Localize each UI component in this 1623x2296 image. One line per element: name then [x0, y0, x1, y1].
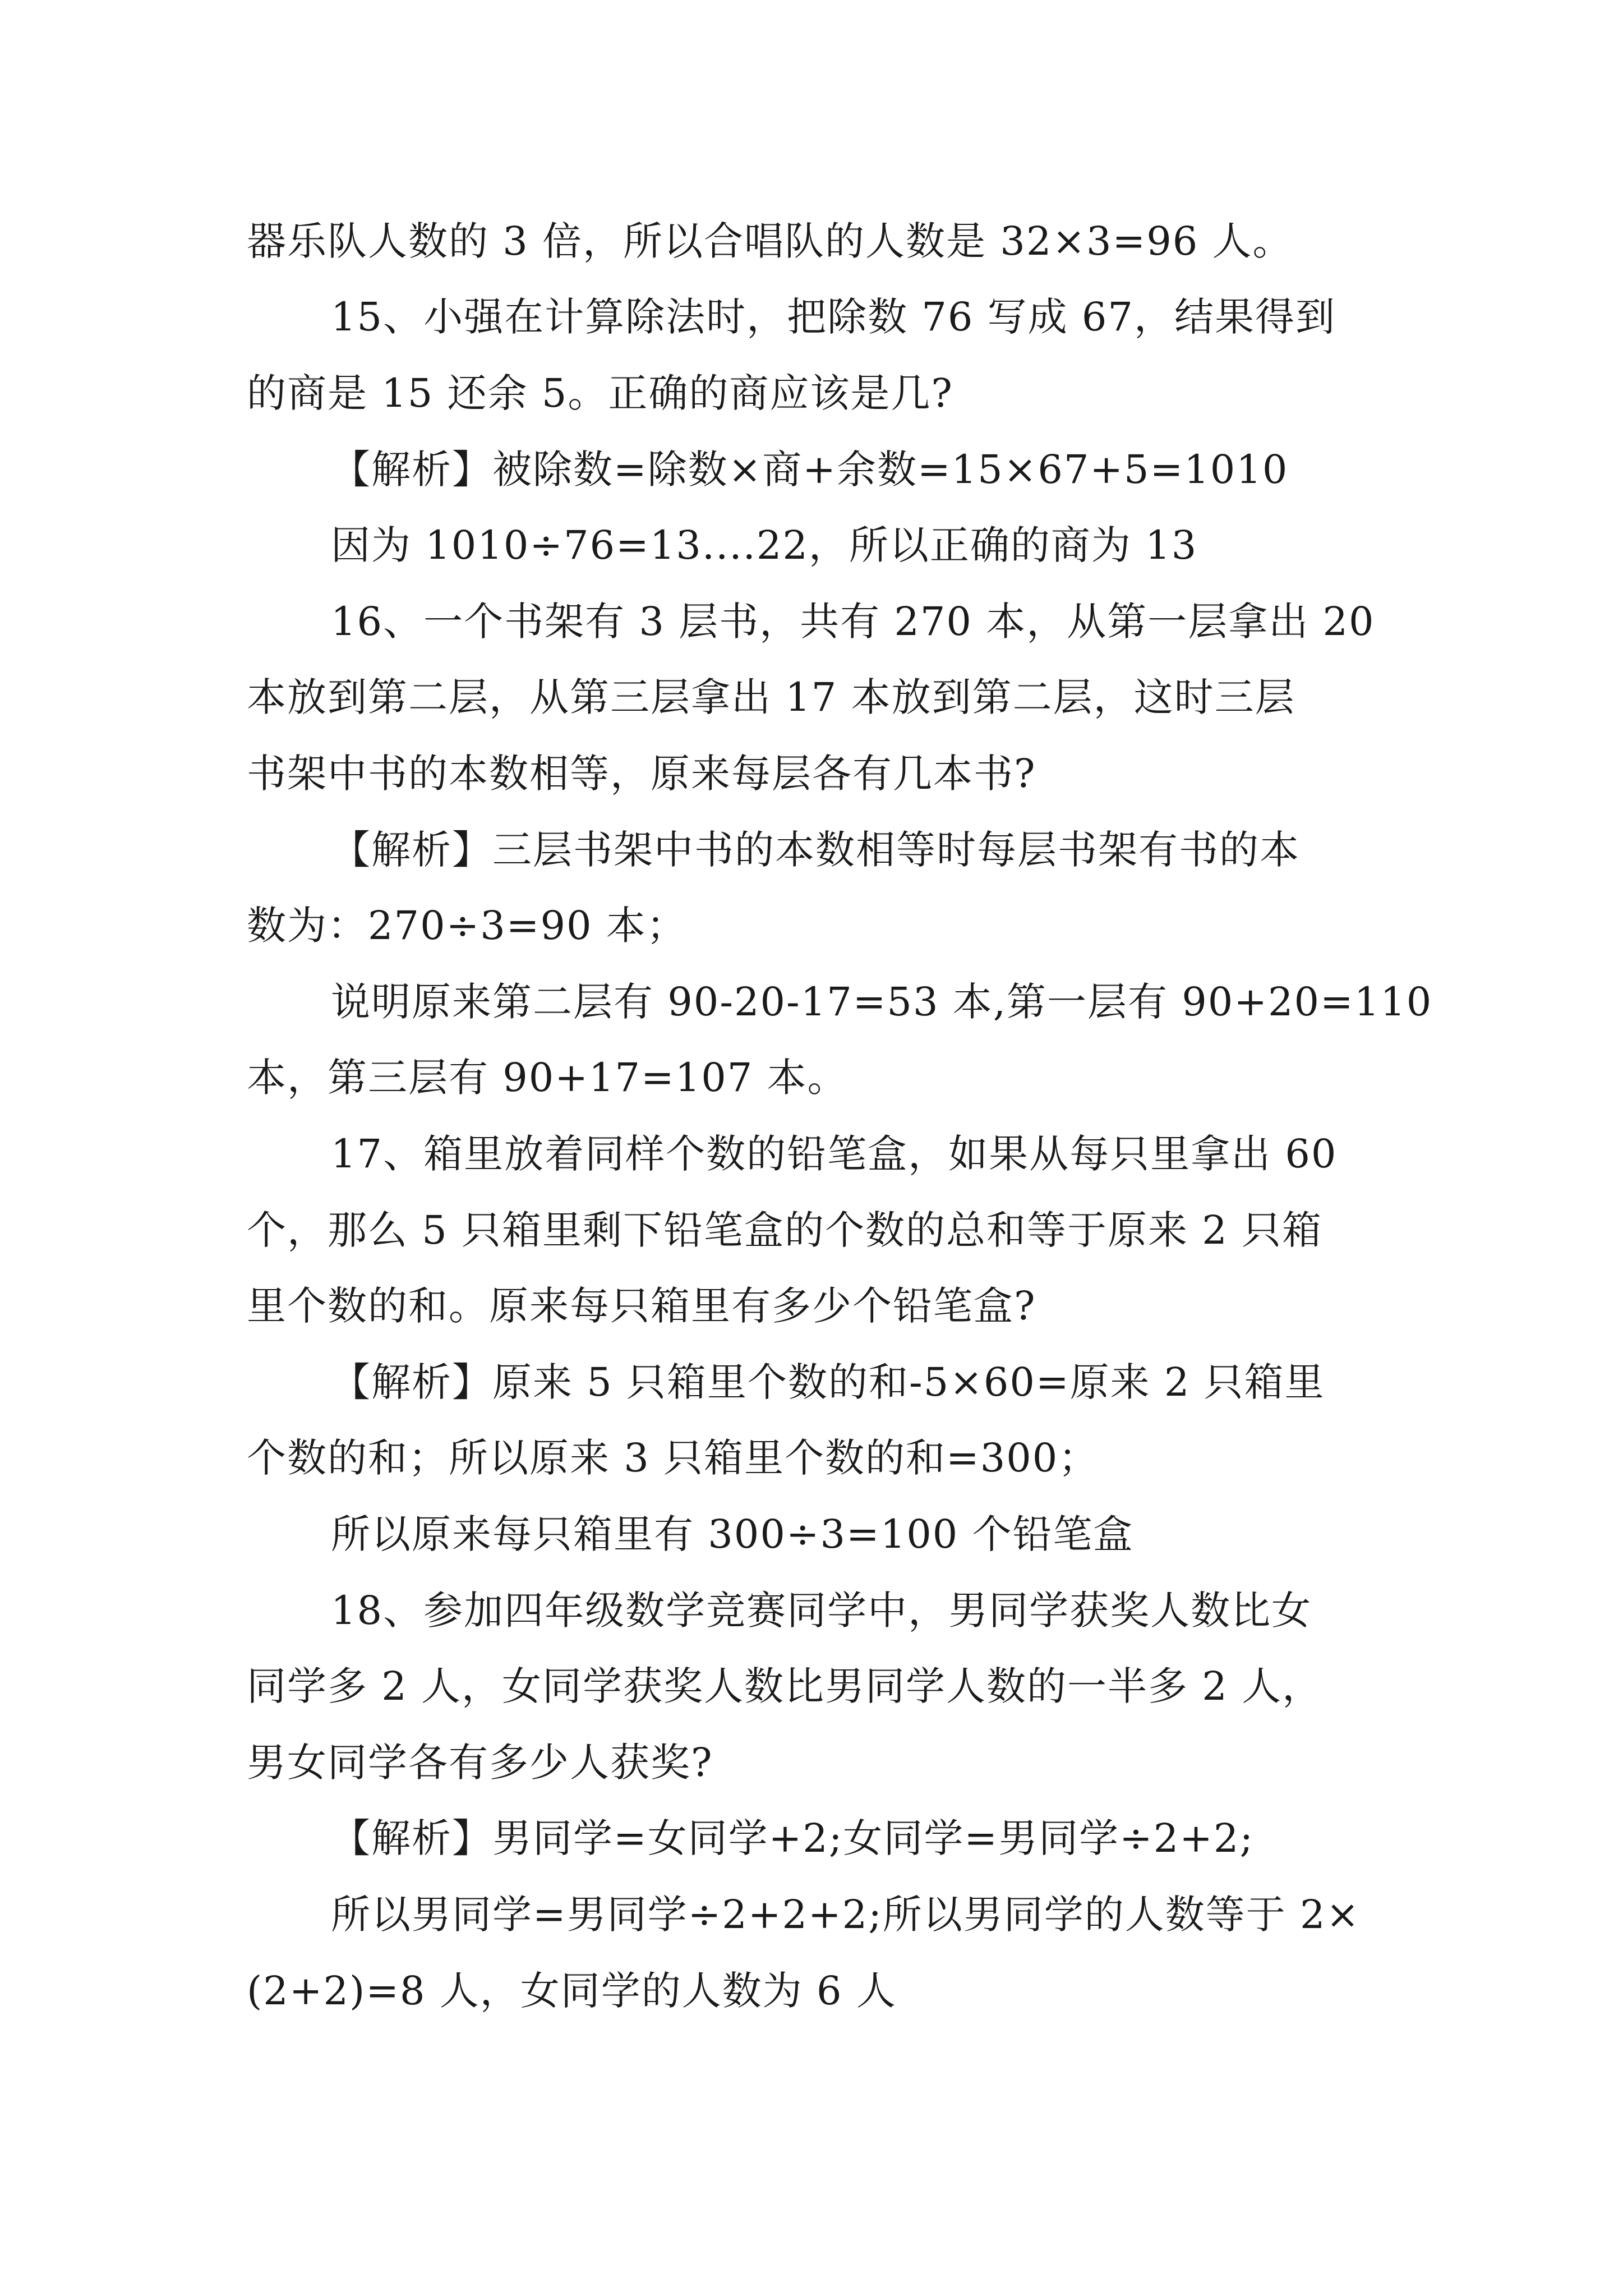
text-line: 的商是 15 还余 5。正确的商应该是几? [247, 370, 953, 416]
text-line: (2+2)=8 人，女同学的人数为 6 人 [247, 1968, 897, 2014]
text-line: 本放到第二层，从第三层拿出 17 本放到第二层，这时三层 [247, 674, 1295, 720]
text-line: 个，那么 5 只箱里剩下铅笔盒的个数的总和等于原来 2 只箱 [247, 1207, 1323, 1253]
analysis-line: 【解析】被除数=除数×商+余数=15×67+5=1010 [331, 447, 1289, 493]
analysis-line: 【解析】男同学=女同学+2;女同学=男同学÷2+2; [331, 1815, 1255, 1861]
text-line: 男女同学各有多少人获奖? [247, 1740, 713, 1786]
analysis-line: 【解析】原来 5 只箱里个数的和-5×60=原来 2 只箱里 [331, 1359, 1325, 1405]
text-line: 器乐队人数的 3 倍，所以合唱队的人数是 32×3=96 人。 [247, 218, 1293, 264]
analysis-line: 【解析】三层书架中书的本数相等时每层书架有书的本 [331, 827, 1300, 873]
text-line: 本，第三层有 90+17=107 本。 [247, 1055, 848, 1101]
question-17-line: 17、箱里放着同样个数的铅笔盒，如果从每只里拿出 60 [331, 1131, 1338, 1177]
text-line: 所以男同学=男同学÷2+2+2;所以男同学的人数等于 2× [331, 1892, 1361, 1938]
question-18-line: 18、参加四年级数学竞赛同学中，男同学获奖人数比女 [331, 1588, 1312, 1634]
text-line: 书架中书的本数相等，原来每层各有几本书? [247, 751, 1036, 797]
text-line: 说明原来第二层有 90-20-17=53 本,第一层有 90+20=110 [331, 979, 1433, 1025]
question-16-line: 16、一个书架有 3 层书，共有 270 本，从第一层拿出 20 [331, 599, 1375, 645]
text-line: 所以原来每只箱里有 300÷3=100 个铅笔盒 [331, 1511, 1134, 1557]
text-line: 里个数的和。原来每只箱里有多少个铅笔盒? [247, 1283, 1036, 1329]
text-line: 因为 1010÷76=13....22，所以正确的商为 13 [331, 522, 1198, 568]
text-line: 同学多 2 人，女同学获奖人数比男同学人数的一半多 2 人， [247, 1663, 1323, 1709]
text-line: 数为：270÷3=90 本； [247, 903, 687, 949]
question-15-line: 15、小强在计算除法时，把除数 76 写成 67，结果得到 [331, 294, 1336, 340]
text-line: 个数的和；所以原来 3 只箱里个数的和=300； [247, 1435, 1099, 1481]
